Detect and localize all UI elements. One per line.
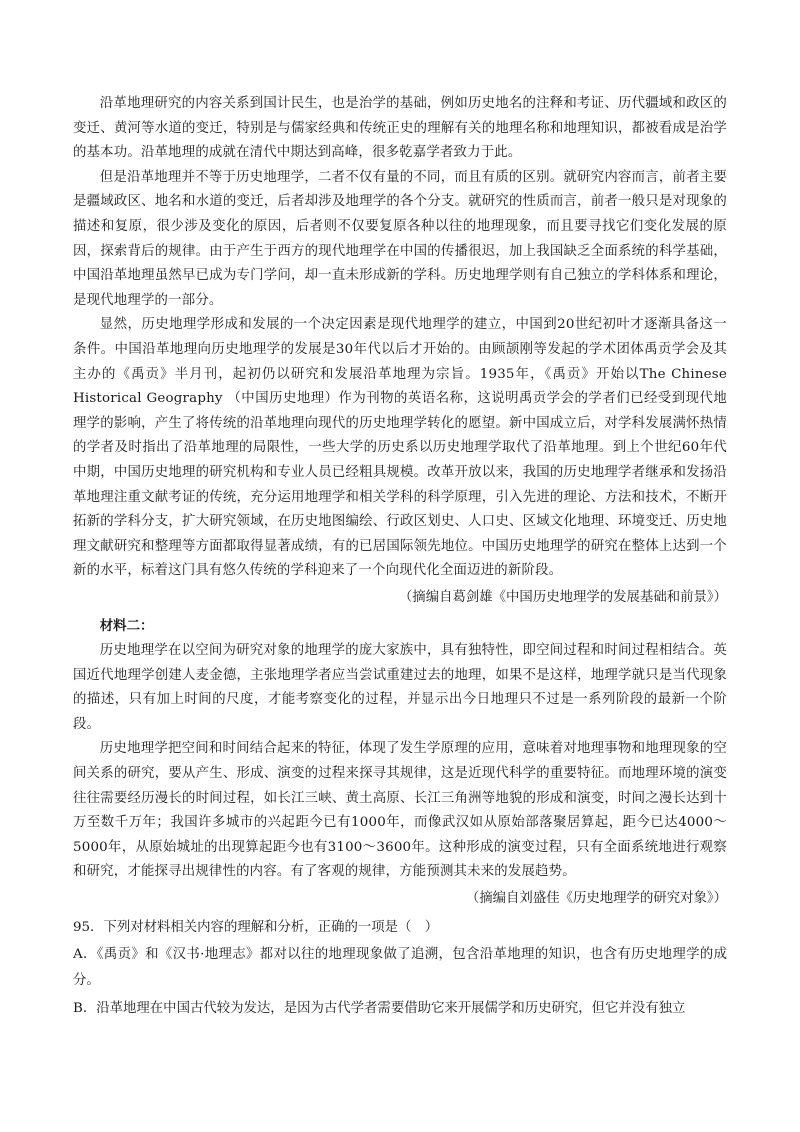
paragraph: 但是沿革地理并不等于历史地理学，二者不仅有量的不同，而且有质的区别。就研究内容而言，前者主要是疆域政区、地名和水道的变迁，后者却涉及地理学的各个分支。就研究的性质而言，前者一般只是对现象的描述和复原，很少涉及变化的原因，后者则不仅要复原各种以往的地理现象，而且要寻找它们变化发展的原因，探索背后的规律。由于产生于西方的现代地理学在中国的传播很迟，加上我国缺乏全面系统的科学基础，中国沿革地理虽然早已成为专门学问，却一直未形成新的学科。历史地理学则有自己独立的学科体系和理论，是现代地理学的一部分。 (73, 169, 727, 308)
question-block (73, 916, 727, 1023)
answer-option-a: A．《禹贡》和《汉书·地理志》都对以往的地理现象做了追溯，包含沿革地理的知识，也含有历史地理学的成分。 (73, 947, 727, 989)
source-citation: （摘编自刘盛佳《历史地理学的研究对象》） (465, 891, 727, 906)
source-citation: （摘编自葛剑雄《中国历史地理学的发展基础和前景》） (398, 589, 727, 605)
material-two (73, 614, 727, 911)
paragraph: 沿革地理研究的内容关系到国计民生，也是治学的基础，例如历史地名的注释和考证、历代疆域和政区的变迁、黄河等水道的变迁，特别是与儒家经典和传统正史的理解有关的地理名称和地理知识，都被看成是治学的基本功。沿革地理的成就在清代中期达到高峰，很多乾嘉学者致力于此。 (73, 96, 727, 161)
material-one (73, 92, 727, 610)
paragraph: 显然，历史地理学形成和发展的一个决定因素是现代地理学的建立，中国到20世纪初叶才逐渐具备这一条件。中国沿革地理向历史地理学的发展是30年代以后才开始的。由顾颉刚等发起的学术团体禹贡学会及其主办的《禹贡》半月刊，起初仍以研究和发展沿革地理为宗旨。1935年，《禹贡》开始以The Chinese Historical Geography （中国历史地理）作为刊物的英语名称，这说明禹贡学会的学者们已经受到现代地理学的影响，产生了将传统的沿革地理向现代的历史地理学转化的愿望。新中国成立后，对学科发展满怀热情的学者及时指出了沿革地理的局限性，一些大学的历史系以历史地理学取代了沿革地理。到上个世纪60年代中期，中国历史地理的研究机构和专业人员已经粗具规模。改革开放以来，我国的历史地理学者继承和发扬沿革地理注重文献考证的传统，充分运用地理学和相关学科的科学原理，引入先进的理论、方法和技术，不断开拓新的学科分支，扩大研究领域，在历史地图编绘、行政区划史、人口史、区域文化地理、环境变迁、历史地理文献研究和整理等方面都取得显著成绩，有的已居国际领先地位。中国历史地理学的研究在整体上达到一个新的水平，标着这门具有悠久传统的学科迎来了一个向现代化全面迈进的新阶段。 (73, 317, 727, 579)
paragraph: 历史地理学把空间和时间结合起来的特征，体现了发生学原理的应用，意味着对地理事物和地理现象的空间关系的研究，要从产生、形成、演变的过程来探寻其规律，这是近现代科学的重要特征。而地理环境的演变往往需要经历漫长的时间过程，如长江三峡、黄土高原、长江三角洲等地貌的形成和演变，时间之漫长达到十万至数千万年；我国许多城市的兴起距今已有1000年，而像武汉如从原始部落聚居算起，距今已达4000～5000年，从原始城址的出现算起距今也有3100～3600年。这种形成的演变过程，只有全面系统地进行观察和研究，才能探寻出规律性的内容。有了客观的规律，方能预测其未来的发展趋势。 (73, 741, 727, 880)
paragraph: 历史地理学在以空间为研究对象的地理学的庞大家族中，具有独特性，即空间过程和时间过程相结合。英国近代地理学创建人麦金德，主张地理学者应当尝试重建过去的地理，如果不是这样，地理学就只是当代现象的描述，只有加上时间的尺度，才能考察变化的过程，并显示出今日地理只不过是一系列阶段的最新一个阶段。 (73, 643, 727, 732)
answer-option-b: B．沿革地理在中国古代较为发达，是因为古代学者需要借助它来开展儒学和历史研究，但它并没有独立 (73, 1001, 686, 1017)
question-stem: 95．下列对材料相关内容的理解和分析，正确的一项是（ ） (73, 919, 439, 935)
section-heading: 材料二： (99, 618, 154, 635)
document-page (73, 92, 727, 1022)
